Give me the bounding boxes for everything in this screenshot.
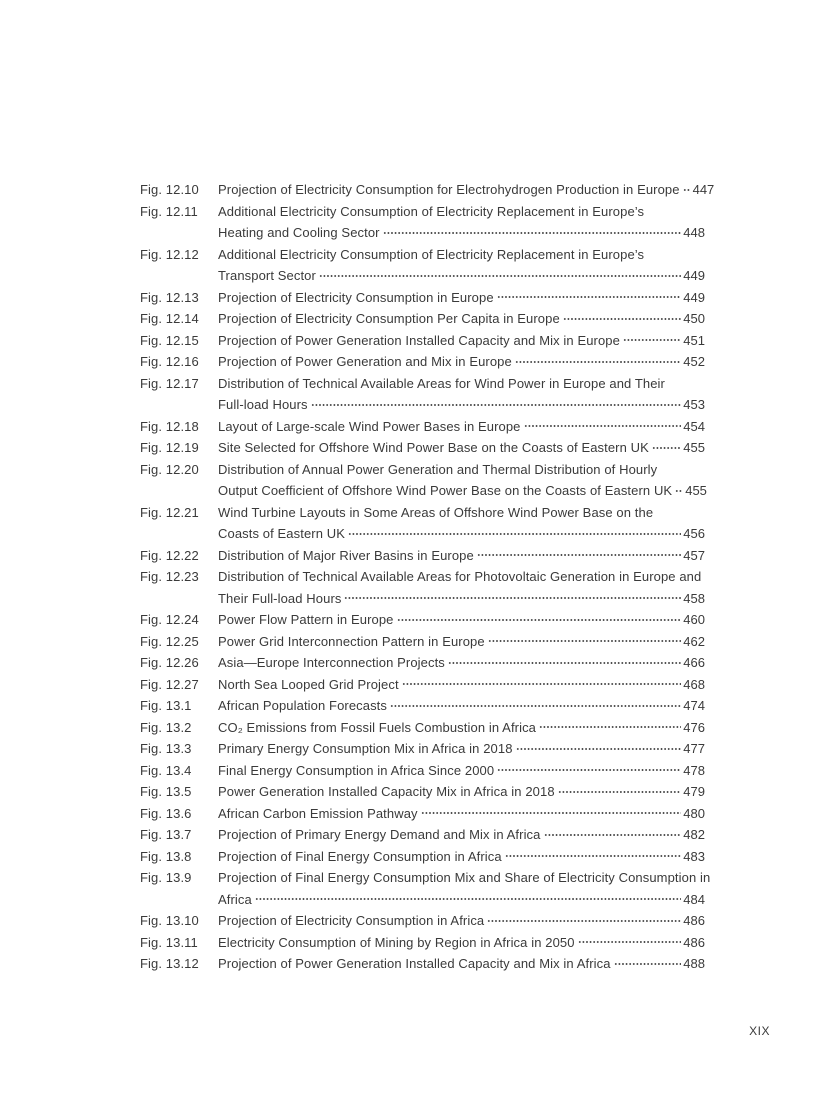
dot-leader: [524, 419, 682, 433]
figure-label: Fig. 12.10: [140, 182, 199, 198]
toc-entry-line: [140, 953, 705, 975]
toc-entry-line: [140, 566, 705, 588]
page-number: 476: [683, 719, 705, 735]
figure-label: Fig. 12.11: [140, 203, 198, 219]
figure-title: Projection of Electricity Consumption in Europe: [218, 289, 494, 305]
figure-title: Asia—Europe Interconnection Projects: [218, 655, 445, 671]
dot-leader: [544, 828, 682, 842]
page-number: 452: [683, 354, 705, 370]
figure-label: Fig. 13.10: [140, 913, 199, 929]
figure-title: Heating and Cooling Sector: [218, 225, 380, 241]
toc-entry-line: [140, 265, 705, 287]
page-number: 456: [683, 526, 705, 542]
toc-entry-line: [140, 222, 705, 244]
dot-leader: [578, 935, 682, 949]
figure-label: Fig. 13.1: [140, 698, 192, 714]
toc-entry-line: [140, 416, 705, 438]
dot-leader: [497, 290, 682, 304]
dot-leader: [348, 527, 681, 541]
toc-entry-line: [140, 545, 705, 567]
toc-entry-line: [140, 910, 705, 932]
dot-leader: [402, 677, 682, 691]
figure-title: North Sea Looped Grid Project: [218, 676, 399, 692]
dot-leader: [488, 634, 682, 648]
toc-entry-line: [140, 652, 705, 674]
figure-title: Distribution of Technical Available Areas for Wind Power in Europe and Their: [218, 375, 665, 391]
figure-title: Additional Electricity Consumption of Electricity Replacement in Europe’s: [218, 246, 645, 262]
figure-label: Fig. 13.5: [140, 784, 192, 800]
toc-entry-line: [140, 932, 705, 954]
figure-label: Fig. 12.20: [140, 461, 199, 477]
figure-title: Primary Energy Consumption Mix in Africa in 2018: [218, 741, 513, 757]
dot-leader: [652, 441, 681, 455]
page-number: 478: [683, 762, 705, 778]
dot-leader: [515, 355, 681, 369]
toc-entry-line: [140, 502, 705, 524]
figure-title: Projection of Electricity Consumption in Africa: [218, 913, 485, 929]
toc-entry-line: [140, 459, 705, 481]
figure-title: African Population Forecasts: [218, 698, 387, 714]
figure-label: Fig. 12.18: [140, 418, 199, 434]
figure-label: Fig. 13.12: [140, 956, 199, 972]
figure-title: Layout of Large-scale Wind Power Bases in Europe: [218, 418, 521, 434]
dot-leader: [477, 548, 681, 562]
figure-label: Fig. 13.9: [140, 870, 192, 886]
page-number: 468: [683, 676, 705, 692]
page-number: 482: [683, 827, 705, 843]
figure-title: Power Generation Installed Capacity Mix in Africa in 2018: [218, 784, 555, 800]
dot-leader: [683, 183, 691, 197]
page-number: 460: [683, 612, 705, 628]
dot-leader: [516, 742, 682, 756]
dot-leader: [448, 656, 681, 670]
dot-leader: [421, 806, 682, 820]
figure-label: Fig. 12.22: [140, 547, 199, 563]
figure-label: Fig. 12.25: [140, 633, 199, 649]
dot-leader: [675, 484, 683, 498]
toc-entry-line: [140, 738, 705, 760]
footer-page-number: XIX: [749, 1024, 770, 1038]
page-number: 448: [683, 225, 705, 241]
page-number: 466: [683, 655, 705, 671]
dot-leader: [497, 763, 681, 777]
figure-title: Wind Turbine Layouts in Some Areas of Offshore Wind Power Base on the: [218, 504, 654, 520]
figure-title: Projection of Final Energy Consumption Mix and Share of Electricity Consumption in: [218, 870, 711, 886]
page-number: 488: [683, 956, 705, 972]
figure-title: Projection of Power Generation Installed Capacity and Mix in Africa: [218, 956, 611, 972]
page-number: 477: [683, 741, 705, 757]
figure-title: CO₂ Emissions from Fossil Fuels Combustion in Africa: [218, 719, 536, 735]
figure-title: Site Selected for Offshore Wind Power Base on the Coasts of Eastern UK: [218, 440, 649, 456]
dot-leader: [505, 849, 682, 863]
figure-title: Transport Sector: [218, 268, 316, 284]
figure-label: Fig. 13.8: [140, 848, 192, 864]
toc-entry-line: [140, 308, 705, 330]
figure-title: Distribution of Major River Basins in Europe: [218, 547, 474, 563]
toc-entry-line: [140, 846, 705, 868]
figure-label: Fig. 12.21: [140, 504, 199, 520]
page-number: 453: [683, 397, 705, 413]
page-number: 451: [683, 332, 705, 348]
toc-entry-line: [140, 824, 705, 846]
figure-title: Distribution of Annual Power Generation and Thermal Distribution of Hourly: [218, 461, 658, 477]
figure-title: Power Grid Interconnection Pattern in Europe: [218, 633, 485, 649]
figure-title: Projection of Electricity Consumption for Electrohydrogen Production in Europe: [218, 182, 680, 198]
figure-label: Fig. 13.7: [140, 827, 192, 843]
list-of-figures: [140, 179, 715, 975]
figure-title: Power Flow Pattern in Europe: [218, 612, 394, 628]
figure-label: Fig. 12.23: [140, 569, 199, 585]
toc-entry-line: [140, 351, 705, 373]
toc-entry-line: [140, 717, 705, 739]
figure-label: Fig. 13.6: [140, 805, 192, 821]
toc-entry-line: [140, 480, 705, 502]
toc-entry-line: [140, 437, 705, 459]
toc-entry-line: [140, 867, 711, 889]
figure-label: Fig. 12.16: [140, 354, 199, 370]
page-number: 479: [683, 784, 705, 800]
dot-leader: [623, 333, 681, 347]
figure-title: African Carbon Emission Pathway: [218, 805, 418, 821]
figure-title: Electricity Consumption of Mining by Region in Africa in 2050: [218, 934, 575, 950]
toc-entry-line: [140, 523, 705, 545]
figure-label: Fig. 13.3: [140, 741, 192, 757]
figure-title: Coasts of Eastern UK: [218, 526, 345, 542]
page-number: 486: [683, 934, 705, 950]
figure-title: Projection of Final Energy Consumption in Africa: [218, 848, 502, 864]
page-number: 480: [683, 805, 705, 821]
page-number: 449: [683, 289, 705, 305]
dot-leader: [344, 591, 681, 605]
toc-entry-line: [140, 674, 705, 696]
page-number: 484: [683, 891, 705, 907]
page-number: 462: [683, 633, 705, 649]
figure-title: Projection of Primary Energy Demand and Mix in Africa: [218, 827, 541, 843]
page-number: 483: [683, 848, 705, 864]
figure-title: Africa: [218, 891, 252, 907]
toc-entry-line: [140, 781, 705, 803]
toc-entry-line: [140, 889, 705, 911]
figure-title: Full-load Hours: [218, 397, 308, 413]
page-number: 454: [683, 418, 705, 434]
figure-title: Projection of Power Generation and Mix in Europe: [218, 354, 512, 370]
page-number: 455: [683, 440, 705, 456]
toc-entry-line: [140, 244, 705, 266]
dot-leader: [558, 785, 682, 799]
figure-title: Their Full-load Hours: [218, 590, 342, 606]
figure-label: Fig. 12.19: [140, 440, 199, 456]
toc-entry-line: [140, 631, 705, 653]
toc-entry-line: [140, 373, 705, 395]
dot-leader: [311, 398, 682, 412]
figure-label: Fig. 12.12: [140, 246, 199, 262]
figure-label: Fig. 12.26: [140, 655, 199, 671]
toc-entry-line: [140, 394, 705, 416]
toc-entry-line: [140, 609, 705, 631]
dot-leader: [390, 699, 681, 713]
dot-leader: [487, 914, 681, 928]
figure-label: Fig. 12.14: [140, 311, 199, 327]
page-number: 457: [683, 547, 705, 563]
dot-leader: [383, 226, 682, 240]
page-number: 455: [685, 483, 707, 499]
figure-label: Fig. 13.2: [140, 719, 192, 735]
figure-label: Fig. 13.11: [140, 934, 198, 950]
page-number: 447: [692, 182, 715, 198]
figure-label: Fig. 12.27: [140, 676, 199, 692]
dot-leader: [397, 613, 682, 627]
toc-entry-line: [140, 803, 705, 825]
figure-label: Fig. 12.24: [140, 612, 199, 628]
dot-leader: [255, 892, 681, 906]
figure-label: Fig. 12.15: [140, 332, 199, 348]
dot-leader: [539, 720, 681, 734]
toc-entry-line: [140, 179, 715, 201]
figure-title: Distribution of Technical Available Areas for Photovoltaic Generation in Europe and: [218, 569, 702, 585]
page-number: 449: [683, 268, 705, 284]
dot-leader: [563, 312, 682, 326]
figure-label: Fig. 12.17: [140, 375, 199, 391]
toc-entry-line: [140, 588, 705, 610]
page-number: 450: [683, 311, 705, 327]
figure-title: Final Energy Consumption in Africa Since 2000: [218, 762, 495, 778]
toc-entry-line: [140, 330, 705, 352]
dot-leader: [614, 957, 682, 971]
figure-title: Projection of Power Generation Installed Capacity and Mix in Europe: [218, 332, 620, 348]
dot-leader: [319, 269, 681, 283]
figure-label: Fig. 12.13: [140, 289, 199, 305]
figure-label: Fig. 13.4: [140, 762, 192, 778]
toc-entry-line: [140, 287, 705, 309]
figure-title: Output Coefficient of Offshore Wind Power Base on the Coasts of Eastern UK: [218, 483, 673, 499]
toc-entry-line: [140, 695, 705, 717]
page-number: 474: [683, 698, 705, 714]
page-number: 486: [683, 913, 705, 929]
page-number: 458: [683, 590, 705, 606]
toc-entry-line: [140, 760, 705, 782]
toc-entry-line: [140, 201, 705, 223]
figure-title: Additional Electricity Consumption of Electricity Replacement in Europe’s: [218, 203, 645, 219]
figure-title: Projection of Electricity Consumption Per Capita in Europe: [218, 311, 560, 327]
